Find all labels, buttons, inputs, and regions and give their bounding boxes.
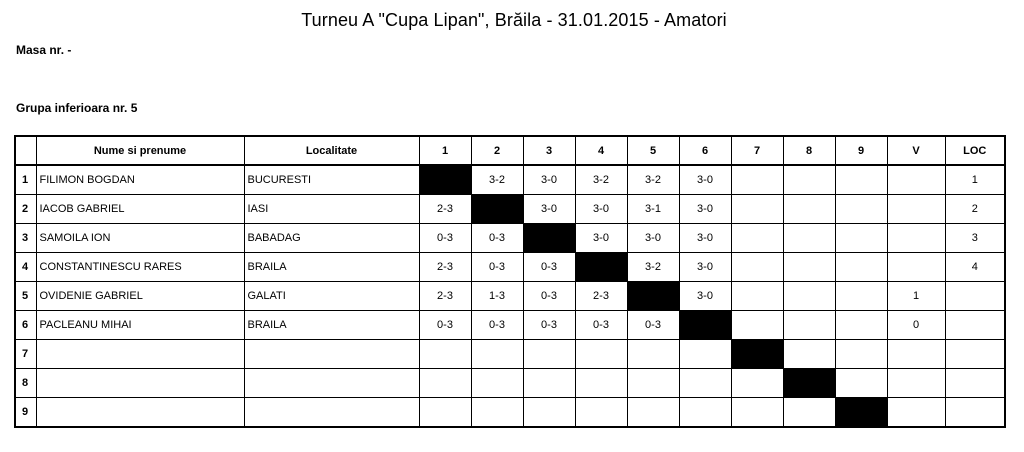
player-name: OVIDENIE GABRIEL xyxy=(36,282,244,311)
place-cell xyxy=(945,311,1005,340)
player-name: PACLEANU MIHAI xyxy=(36,311,244,340)
row-index: 3 xyxy=(15,224,36,253)
row-index: 8 xyxy=(15,369,36,398)
header-col-6: 6 xyxy=(679,136,731,165)
header-col-3: 3 xyxy=(523,136,575,165)
player-name: SAMOILA ION xyxy=(36,224,244,253)
score-cell xyxy=(523,369,575,398)
score-cell xyxy=(731,224,783,253)
score-cell xyxy=(627,398,679,428)
score-cell: 3-0 xyxy=(575,195,627,224)
player-locality: BABADAG xyxy=(244,224,419,253)
score-cell: 0-3 xyxy=(419,311,471,340)
score-cell: 3-0 xyxy=(679,224,731,253)
victories-cell xyxy=(887,340,945,369)
score-cell: 2-3 xyxy=(575,282,627,311)
score-cell: 0-3 xyxy=(523,282,575,311)
table-row xyxy=(15,282,1005,311)
row-index: 5 xyxy=(15,282,36,311)
score-cell xyxy=(835,282,887,311)
table-row xyxy=(15,224,1005,253)
header-col-4: 4 xyxy=(575,136,627,165)
score-cell xyxy=(471,398,523,428)
header-victories: V xyxy=(887,136,945,165)
victories-cell xyxy=(887,253,945,282)
score-cell: 3-0 xyxy=(575,224,627,253)
self-match-cell xyxy=(523,224,575,253)
header-locality: Localitate xyxy=(244,136,419,165)
score-cell: 3-0 xyxy=(679,253,731,282)
self-match-cell xyxy=(835,398,887,428)
header-place: LOC xyxy=(945,136,1005,165)
self-match-cell xyxy=(783,369,835,398)
table-row xyxy=(15,253,1005,282)
victories-cell: 1 xyxy=(887,282,945,311)
victories-cell xyxy=(887,224,945,253)
header-col-7: 7 xyxy=(731,136,783,165)
table-row xyxy=(15,340,1005,369)
place-cell xyxy=(945,340,1005,369)
player-locality: BRAILA xyxy=(244,311,419,340)
score-cell xyxy=(783,398,835,428)
score-cell xyxy=(835,224,887,253)
score-cell xyxy=(783,165,835,195)
score-cell xyxy=(575,369,627,398)
player-locality xyxy=(244,369,419,398)
score-cell: 0-3 xyxy=(419,224,471,253)
score-cell xyxy=(679,398,731,428)
header-name: Nume si prenume xyxy=(36,136,244,165)
table-row xyxy=(15,369,1005,398)
score-cell: 0-3 xyxy=(523,253,575,282)
victories-cell xyxy=(887,165,945,195)
self-match-cell xyxy=(471,195,523,224)
score-cell xyxy=(419,369,471,398)
header-col-1: 1 xyxy=(419,136,471,165)
self-match-cell xyxy=(731,340,783,369)
score-cell xyxy=(783,224,835,253)
place-cell: 1 xyxy=(945,165,1005,195)
place-cell xyxy=(945,398,1005,428)
score-cell xyxy=(731,165,783,195)
header-col-2: 2 xyxy=(471,136,523,165)
score-cell xyxy=(731,195,783,224)
player-name: CONSTANTINESCU RARES xyxy=(36,253,244,282)
table-number-label: Masa nr. - xyxy=(16,43,72,57)
score-cell xyxy=(627,340,679,369)
score-cell xyxy=(731,311,783,340)
score-cell: 2-3 xyxy=(419,282,471,311)
score-cell xyxy=(783,282,835,311)
score-cell xyxy=(419,340,471,369)
row-index: 4 xyxy=(15,253,36,282)
score-cell: 3-2 xyxy=(575,165,627,195)
score-cell xyxy=(835,165,887,195)
table-row xyxy=(15,311,1005,340)
score-cell: 3-2 xyxy=(471,165,523,195)
score-cell xyxy=(835,195,887,224)
header-col-5: 5 xyxy=(627,136,679,165)
place-cell: 3 xyxy=(945,224,1005,253)
score-cell: 3-2 xyxy=(627,253,679,282)
score-cell xyxy=(679,340,731,369)
player-name xyxy=(36,340,244,369)
results-body xyxy=(15,165,1005,427)
player-name xyxy=(36,398,244,428)
score-cell: 3-1 xyxy=(627,195,679,224)
player-name: FILIMON BOGDAN xyxy=(36,165,244,195)
player-locality: BRAILA xyxy=(244,253,419,282)
score-cell xyxy=(835,369,887,398)
score-cell xyxy=(575,398,627,428)
table-row xyxy=(15,165,1005,195)
place-cell xyxy=(945,282,1005,311)
row-index: 9 xyxy=(15,398,36,428)
score-cell xyxy=(731,282,783,311)
score-cell: 3-2 xyxy=(627,165,679,195)
header-row xyxy=(15,136,1005,165)
score-cell xyxy=(835,340,887,369)
score-cell xyxy=(835,253,887,282)
header-col-8: 8 xyxy=(783,136,835,165)
score-cell xyxy=(419,398,471,428)
player-locality xyxy=(244,398,419,428)
table-row xyxy=(15,195,1005,224)
group-label: Grupa inferioara nr. 5 xyxy=(16,101,138,115)
place-cell: 2 xyxy=(945,195,1005,224)
score-cell xyxy=(783,311,835,340)
player-locality: BUCURESTI xyxy=(244,165,419,195)
score-cell: 0-3 xyxy=(471,311,523,340)
score-cell: 3-0 xyxy=(679,282,731,311)
score-cell xyxy=(783,195,835,224)
score-cell: 0-3 xyxy=(471,253,523,282)
score-cell xyxy=(731,253,783,282)
score-cell: 0-3 xyxy=(575,311,627,340)
score-cell xyxy=(731,369,783,398)
score-cell: 3-0 xyxy=(627,224,679,253)
player-name xyxy=(36,369,244,398)
score-cell xyxy=(575,340,627,369)
page-title: Turneu A "Cupa Lipan", Brăila - 31.01.2015 - Amatori xyxy=(301,10,727,30)
row-index: 2 xyxy=(15,195,36,224)
self-match-cell xyxy=(627,282,679,311)
score-cell xyxy=(471,369,523,398)
results-table xyxy=(14,135,1006,428)
score-cell xyxy=(523,340,575,369)
score-cell: 3-0 xyxy=(679,195,731,224)
score-cell: 2-3 xyxy=(419,195,471,224)
place-cell xyxy=(945,369,1005,398)
victories-cell: 0 xyxy=(887,311,945,340)
row-index: 6 xyxy=(15,311,36,340)
score-cell xyxy=(783,253,835,282)
player-locality: IASI xyxy=(244,195,419,224)
row-index: 7 xyxy=(15,340,36,369)
score-cell xyxy=(627,369,679,398)
self-match-cell xyxy=(575,253,627,282)
score-cell: 0-3 xyxy=(471,224,523,253)
header-col-9: 9 xyxy=(835,136,887,165)
player-name: IACOB GABRIEL xyxy=(36,195,244,224)
place-cell: 4 xyxy=(945,253,1005,282)
score-cell xyxy=(679,369,731,398)
score-cell xyxy=(471,340,523,369)
table-row xyxy=(15,398,1005,428)
row-index: 1 xyxy=(15,165,36,195)
player-locality xyxy=(244,340,419,369)
score-cell: 3-0 xyxy=(523,195,575,224)
score-cell xyxy=(731,398,783,428)
victories-cell xyxy=(887,195,945,224)
score-cell xyxy=(523,398,575,428)
score-cell: 1-3 xyxy=(471,282,523,311)
self-match-cell xyxy=(679,311,731,340)
score-cell: 0-3 xyxy=(627,311,679,340)
score-cell xyxy=(835,311,887,340)
score-cell: 2-3 xyxy=(419,253,471,282)
score-cell: 0-3 xyxy=(523,311,575,340)
victories-cell xyxy=(887,369,945,398)
header-index xyxy=(15,136,36,165)
score-cell: 3-0 xyxy=(523,165,575,195)
score-cell xyxy=(783,340,835,369)
score-cell: 3-0 xyxy=(679,165,731,195)
self-match-cell xyxy=(419,165,471,195)
player-locality: GALATI xyxy=(244,282,419,311)
victories-cell xyxy=(887,398,945,428)
